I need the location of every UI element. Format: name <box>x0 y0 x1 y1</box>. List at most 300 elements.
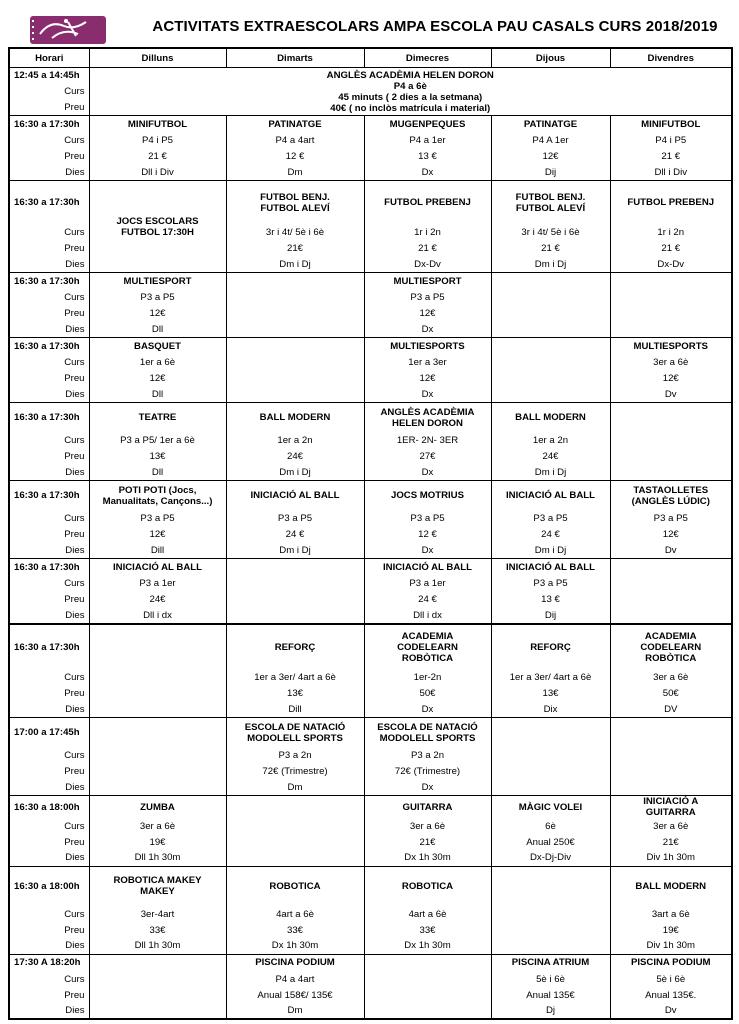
activity-price: Anual 135€ <box>491 987 610 1003</box>
row-label: Preu <box>9 306 89 322</box>
row-label: Preu <box>9 449 89 465</box>
activity-name <box>491 338 610 355</box>
activity-name: ZUMBA <box>89 796 226 819</box>
activity-course: P4 A 1er <box>491 133 610 149</box>
activity-price <box>226 592 364 608</box>
activity-price <box>610 306 732 322</box>
activity-name: BALL MODERN <box>226 403 364 433</box>
row-label: Dies <box>9 780 89 796</box>
row-label: Curs <box>9 576 89 592</box>
page-title: ACTIVITATS EXTRAESCOLARS AMPA ESCOLA PAU CASALS CURS 2018/2019 <box>152 18 718 35</box>
activity-days: Dll i Div <box>89 165 226 181</box>
column-header: Dilluns <box>89 48 226 68</box>
time-slot: 16:30 a 17:30h <box>9 116 89 133</box>
activity-days <box>89 1003 226 1019</box>
activity-course: P3 a 2n <box>364 748 491 764</box>
activity-days: Dx <box>364 465 491 481</box>
activity-days <box>226 608 364 624</box>
activity-price: 19€ <box>610 922 732 938</box>
activity-name <box>491 718 610 748</box>
activity-course: P3 a P5 <box>364 290 491 306</box>
activity-course <box>610 748 732 764</box>
activity-price <box>491 922 610 938</box>
activity-course: 1er a 3er/ 4art a 6è <box>491 670 610 686</box>
activity-price: 19€ <box>89 834 226 850</box>
activity-name: ESCOLA DE NATACIÓ MODOLELL SPORTS <box>226 718 364 748</box>
activity-days <box>491 938 610 954</box>
english-line: P4 a 6è <box>393 80 427 92</box>
activity-days <box>610 608 732 624</box>
column-header: Horari <box>9 48 89 68</box>
activity-days: Dll i dx <box>89 608 226 624</box>
activity-name: INICIACIÓ AL BALL <box>226 481 364 511</box>
row-label: Dies <box>9 165 89 181</box>
activity-course: P4 i P5 <box>89 133 226 149</box>
activity-name: ROBOTICA MAKEY MAKEY <box>89 866 226 906</box>
activity-name: ROBOTICA <box>364 866 491 906</box>
activity-name: REFORÇ <box>226 624 364 670</box>
activity-days: Dm i Dj <box>491 543 610 559</box>
activity-days: Dj <box>491 1003 610 1019</box>
ampa-logo-icon <box>30 16 106 44</box>
activity-name: PISCINA ATRIUM <box>491 954 610 971</box>
activity-days: Dill <box>226 702 364 718</box>
activity-price: 72€ (Trimestre) <box>364 764 491 780</box>
activity-days <box>226 387 364 403</box>
activity-price: 50€ <box>364 686 491 702</box>
activity-name: TASTAOLLETES (ANGLÈS LÚDIC) <box>610 481 732 511</box>
activity-price <box>89 987 226 1003</box>
activity-days: Dij <box>491 165 610 181</box>
activity-course <box>89 748 226 764</box>
activity-price: 21 € <box>491 241 610 257</box>
activity-course <box>610 433 732 449</box>
activity-course: 1er-2n <box>364 670 491 686</box>
activity-days: Dx-Dv <box>610 257 732 273</box>
activity-days: Div 1h 30m <box>610 938 732 954</box>
activity-price <box>491 306 610 322</box>
row-label: Dies <box>9 1003 89 1019</box>
activity-course: P3 a P5 <box>89 290 226 306</box>
activity-days: Dix <box>491 702 610 718</box>
activity-name: MULTIESPORT <box>89 273 226 290</box>
activity-name: ESCOLA DE NATACIÓ MODOLELL SPORTS <box>364 718 491 748</box>
row-label: Dies <box>9 387 89 403</box>
activity-name: BASQUET <box>89 338 226 355</box>
activity-days: Dij <box>491 608 610 624</box>
activity-course: 3r i 4t/ 5è i 6è <box>226 225 364 241</box>
activity-price: 21 € <box>364 241 491 257</box>
activity-course: P3 a 1er <box>364 576 491 592</box>
activity-course: 3er a 6è <box>610 355 732 371</box>
row-label: Curs <box>9 290 89 306</box>
activity-name <box>226 338 364 355</box>
activity-days: Dm i Dj <box>491 257 610 273</box>
activity-name: MINIFUTBOL <box>89 116 226 133</box>
activity-price: 27€ <box>364 449 491 465</box>
activity-price: 12€ <box>610 371 732 387</box>
english-line: 45 minuts ( 2 dies a la setmana) <box>338 91 483 103</box>
activity-price: 13€ <box>491 686 610 702</box>
activity-days <box>89 780 226 796</box>
activity-name: ACADEMIA CODELEARN ROBÒTICA <box>610 624 732 670</box>
activity-days: Dx-Dv <box>364 257 491 273</box>
row-label: Preu <box>9 527 89 543</box>
activity-price: 72€ (Trimestre) <box>226 764 364 780</box>
row-label: Preu <box>9 922 89 938</box>
activity-days: Dx <box>364 322 491 338</box>
activity-course <box>226 576 364 592</box>
activity-price: 33€ <box>226 922 364 938</box>
activity-name: FUTBOL PREBENJ <box>364 181 491 225</box>
activity-days: Dll 1h 30m <box>89 850 226 866</box>
activity-days: Div 1h 30m <box>610 850 732 866</box>
row-label: Curs <box>9 971 89 987</box>
activity-course: 1ER- 2N- 3ER <box>364 433 491 449</box>
activity-days: Dll <box>89 322 226 338</box>
activity-name <box>610 718 732 748</box>
activity-name <box>89 624 226 670</box>
activity-days: Dx 1h 30m <box>364 938 491 954</box>
activity-course <box>226 355 364 371</box>
column-header: Dimarts <box>226 48 364 68</box>
activity-price: 21 € <box>89 149 226 165</box>
activity-days: Dm i Dj <box>226 257 364 273</box>
activity-price <box>89 764 226 780</box>
activity-price: Anual 250€ <box>491 834 610 850</box>
activity-price <box>610 764 732 780</box>
activity-course: P3 a P5/ 1er a 6è <box>89 433 226 449</box>
activity-name: INICIACIÓ AL BALL <box>364 559 491 576</box>
row-label: Preu <box>9 592 89 608</box>
activity-price: 12€ <box>89 371 226 387</box>
activity-name <box>226 273 364 290</box>
activity-course <box>226 290 364 306</box>
activity-price: 24 € <box>491 527 610 543</box>
activity-name: FUTBOL BENJ. FUTBOL ALEVÍ <box>491 181 610 225</box>
activity-days: Dx 1h 30m <box>226 938 364 954</box>
activity-course: P3 a P5 <box>89 511 226 527</box>
activity-name: PATINATGE <box>226 116 364 133</box>
row-label: Preu <box>9 834 89 850</box>
activity-days <box>610 322 732 338</box>
activity-days: Dm <box>226 165 364 181</box>
row-label: Preu <box>9 241 89 257</box>
activity-price: 33€ <box>89 922 226 938</box>
activity-course: P4 a 4art <box>226 971 364 987</box>
row-label: Curs <box>9 906 89 922</box>
activity-price: 24€ <box>491 449 610 465</box>
activity-name: BALL MODERN <box>610 866 732 906</box>
activity-price: 24 € <box>226 527 364 543</box>
activity-name <box>491 866 610 906</box>
activity-days <box>491 780 610 796</box>
row-label: Preu <box>9 764 89 780</box>
row-label: Dies <box>9 257 89 273</box>
activity-days <box>610 465 732 481</box>
activity-price: 12€ <box>491 149 610 165</box>
activity-days: Dx 1h 30m <box>364 850 491 866</box>
activity-course: P3 a P5 <box>226 511 364 527</box>
activity-name: INICIACIÓ AL BALL <box>491 481 610 511</box>
activity-course <box>610 290 732 306</box>
row-label: Preu <box>9 987 89 1003</box>
activity-price: Anual 135€. <box>610 987 732 1003</box>
activity-name: BALL MODERN <box>491 403 610 433</box>
activity-price <box>610 449 732 465</box>
time-slot: 16:30 a 17:30h <box>9 273 89 290</box>
activity-course: 3er-4art <box>89 906 226 922</box>
time-slot: 16:30 a 18:00h <box>9 796 89 819</box>
activity-days <box>226 850 364 866</box>
activity-name <box>226 796 364 819</box>
activity-name <box>491 273 610 290</box>
activity-price: 21 € <box>610 241 732 257</box>
activity-name <box>89 954 226 971</box>
activity-name: ROBOTICA <box>226 866 364 906</box>
activity-course <box>226 818 364 834</box>
activity-price <box>226 306 364 322</box>
activity-course: P3 a 2n <box>226 748 364 764</box>
activity-course: P3 a P5 <box>610 511 732 527</box>
time-slot: 16:30 a 17:30h <box>9 481 89 511</box>
activity-name: TEATRE <box>89 403 226 433</box>
row-label: Curs <box>9 818 89 834</box>
activity-name: INICIACIÓ A GUITARRA <box>610 796 732 819</box>
activity-name <box>364 954 491 971</box>
activity-days: Dm i Dj <box>226 543 364 559</box>
column-header: Divendres <box>610 48 732 68</box>
activity-price <box>610 592 732 608</box>
row-label: Preu <box>9 149 89 165</box>
activity-course: 3er a 6è <box>610 818 732 834</box>
activity-price: 12€ <box>364 306 491 322</box>
activity-course <box>89 971 226 987</box>
row-label: Dies <box>9 608 89 624</box>
activity-name: INICIACIÓ AL BALL <box>491 559 610 576</box>
time-slot: 16:30 a 17:30h <box>9 181 89 225</box>
activity-price <box>226 834 364 850</box>
activity-name: PISCINA PODIUM <box>226 954 364 971</box>
activity-price: 12€ <box>364 371 491 387</box>
activity-days: Dv <box>610 543 732 559</box>
english-activity-cell <box>89 68 732 116</box>
activity-days: Dll <box>89 387 226 403</box>
activity-course: P3 a P5 <box>491 511 610 527</box>
activity-price: 12 € <box>364 527 491 543</box>
activity-price: 13€ <box>226 686 364 702</box>
activity-days: Dx <box>364 387 491 403</box>
english-line: ANGLÈS ACADÈMIA HELEN DORON <box>326 69 494 81</box>
row-label: Curs <box>9 225 89 241</box>
activity-price: 12€ <box>610 527 732 543</box>
activity-name: JOCS ESCOLARS FUTBOL 17:30H <box>89 181 226 273</box>
activity-course: 1r i 2n <box>610 225 732 241</box>
activity-course <box>491 290 610 306</box>
activity-course: 1r i 2n <box>364 225 491 241</box>
english-line: 40€ ( no inclòs matrícula i material) <box>330 102 491 114</box>
activity-course <box>89 670 226 686</box>
activity-price: 12 € <box>226 149 364 165</box>
row-label: Dies <box>9 702 89 718</box>
activity-price <box>89 686 226 702</box>
row-label: Dies <box>9 938 89 954</box>
activity-price: 12€ <box>89 306 226 322</box>
row-label: Curs <box>9 748 89 764</box>
row-label: Dies <box>9 465 89 481</box>
activity-days: Dll i Div <box>610 165 732 181</box>
activity-price: 24 € <box>364 592 491 608</box>
activity-name <box>89 718 226 748</box>
activity-name: POTI POTI (Jocs, Manualitats, Cançons...) <box>89 481 226 511</box>
time-slot: 16:30 a 17:30h <box>9 559 89 576</box>
activity-course: 1er a 3er <box>364 355 491 371</box>
activity-days: Dv <box>610 1003 732 1019</box>
activity-days: Dx-Dj-Div <box>491 850 610 866</box>
activity-days: DV <box>610 702 732 718</box>
activity-name <box>610 273 732 290</box>
activity-price: Anual 158€/ 135€ <box>226 987 364 1003</box>
row-label: Preu <box>9 686 89 702</box>
schedule-table <box>8 47 733 1020</box>
activity-days <box>491 387 610 403</box>
activity-course: 1er a 3er/ 4art a 6è <box>226 670 364 686</box>
activity-course: 3er a 6è <box>610 670 732 686</box>
activity-days: Dm <box>226 1003 364 1019</box>
activity-name: PATINATGE <box>491 116 610 133</box>
row-label: Curs <box>9 355 89 371</box>
column-header: Dimecres <box>364 48 491 68</box>
row-label: Preu <box>9 100 89 116</box>
activity-price: 24€ <box>226 449 364 465</box>
activity-name: INICIACIÓ AL BALL <box>89 559 226 576</box>
activity-days: Dll 1h 30m <box>89 938 226 954</box>
activity-course: P4 i P5 <box>610 133 732 149</box>
activity-course: 3er a 6è <box>89 818 226 834</box>
row-label: Curs <box>9 670 89 686</box>
activity-days <box>89 702 226 718</box>
activity-course <box>491 906 610 922</box>
activity-days: Dx <box>364 780 491 796</box>
activity-days: Dv <box>610 387 732 403</box>
time-slot: 12:45 a 14:45h <box>9 68 89 84</box>
activity-days: Dx <box>364 702 491 718</box>
activity-course: 1er a 2n <box>491 433 610 449</box>
column-header: Dijous <box>491 48 610 68</box>
activity-course: 6è <box>491 818 610 834</box>
row-label: Dies <box>9 850 89 866</box>
activity-course: 4art a 6è <box>226 906 364 922</box>
activity-name: FUTBOL PREBENJ <box>610 181 732 225</box>
row-label: Curs <box>9 84 89 100</box>
activity-name: PISCINA PODIUM <box>610 954 732 971</box>
activity-days <box>364 1003 491 1019</box>
activity-days: Dll <box>89 465 226 481</box>
activity-course: 1er a 6è <box>89 355 226 371</box>
time-slot: 16:30 a 17:30h <box>9 403 89 433</box>
activity-price: 13€ <box>89 449 226 465</box>
activity-name: MINIFUTBOL <box>610 116 732 133</box>
row-label: Curs <box>9 511 89 527</box>
activity-course: 1er a 2n <box>226 433 364 449</box>
activity-course: 5è i 6è <box>610 971 732 987</box>
activity-price: 12€ <box>89 527 226 543</box>
activity-price: 21 € <box>610 149 732 165</box>
activity-name <box>226 559 364 576</box>
activity-course: 3art a 6è <box>610 906 732 922</box>
activity-days: Dll i dx <box>364 608 491 624</box>
activity-course <box>610 576 732 592</box>
activity-price: 13 € <box>364 149 491 165</box>
activity-days <box>226 322 364 338</box>
activity-course: P3 a P5 <box>364 511 491 527</box>
activity-days: Dx <box>364 165 491 181</box>
activity-name <box>610 559 732 576</box>
activity-name: MULTIESPORTS <box>610 338 732 355</box>
row-label: Dies <box>9 543 89 559</box>
time-slot: 16:30 a 17:30h <box>9 624 89 670</box>
activity-name: REFORÇ <box>491 624 610 670</box>
activity-course <box>364 971 491 987</box>
activity-price <box>364 987 491 1003</box>
activity-course <box>491 355 610 371</box>
activity-days <box>610 780 732 796</box>
time-slot: 17:00 a 17:45h <box>9 718 89 748</box>
activity-days: Dx <box>364 543 491 559</box>
activity-name: GUITARRA <box>364 796 491 819</box>
activity-course: 4art a 6è <box>364 906 491 922</box>
row-label: Curs <box>9 433 89 449</box>
activity-price <box>491 371 610 387</box>
activity-name: MULTIESPORTS <box>364 338 491 355</box>
activity-course: P3 a P5 <box>491 576 610 592</box>
activity-days: Dm <box>226 780 364 796</box>
activity-name: MULTIESPORT <box>364 273 491 290</box>
row-label: Preu <box>9 371 89 387</box>
activity-price <box>226 371 364 387</box>
activity-course: 3er a 6è <box>364 818 491 834</box>
activity-price <box>491 764 610 780</box>
time-slot: 16:30 a 18:00h <box>9 866 89 906</box>
activity-days: Dm i Dj <box>226 465 364 481</box>
time-slot: 16:30 a 17:30h <box>9 338 89 355</box>
activity-name: MÀGIC VOLEI <box>491 796 610 819</box>
activity-price: 33€ <box>364 922 491 938</box>
activity-price: 50€ <box>610 686 732 702</box>
activity-name <box>610 403 732 433</box>
activity-price: 21€ <box>610 834 732 850</box>
activity-name: MUGENPEQUES <box>364 116 491 133</box>
row-label: Dies <box>9 322 89 338</box>
activity-name: FUTBOL BENJ. FUTBOL ALEVÍ <box>226 181 364 225</box>
activity-course: P3 a 1er <box>89 576 226 592</box>
row-label: Curs <box>9 133 89 149</box>
activity-price: 21€ <box>226 241 364 257</box>
activity-course <box>491 748 610 764</box>
activity-days: Dill <box>89 543 226 559</box>
time-slot: 17:30 A 18:20h <box>9 954 89 971</box>
activity-days: Dm i Dj <box>491 465 610 481</box>
activity-name: ACADEMIA CODELEARN ROBÒTICA <box>364 624 491 670</box>
activity-course: P4 a 1er <box>364 133 491 149</box>
activity-course: 3r i 4t/ 5è i 6è <box>491 225 610 241</box>
activity-name: ANGLÈS ACADÈMIA HELEN DORON <box>364 403 491 433</box>
activity-course: 5è i 6è <box>491 971 610 987</box>
activity-name: JOCS MOTRIUS <box>364 481 491 511</box>
activity-price: 24€ <box>89 592 226 608</box>
activity-days <box>491 322 610 338</box>
activity-course: P4 a 4art <box>226 133 364 149</box>
